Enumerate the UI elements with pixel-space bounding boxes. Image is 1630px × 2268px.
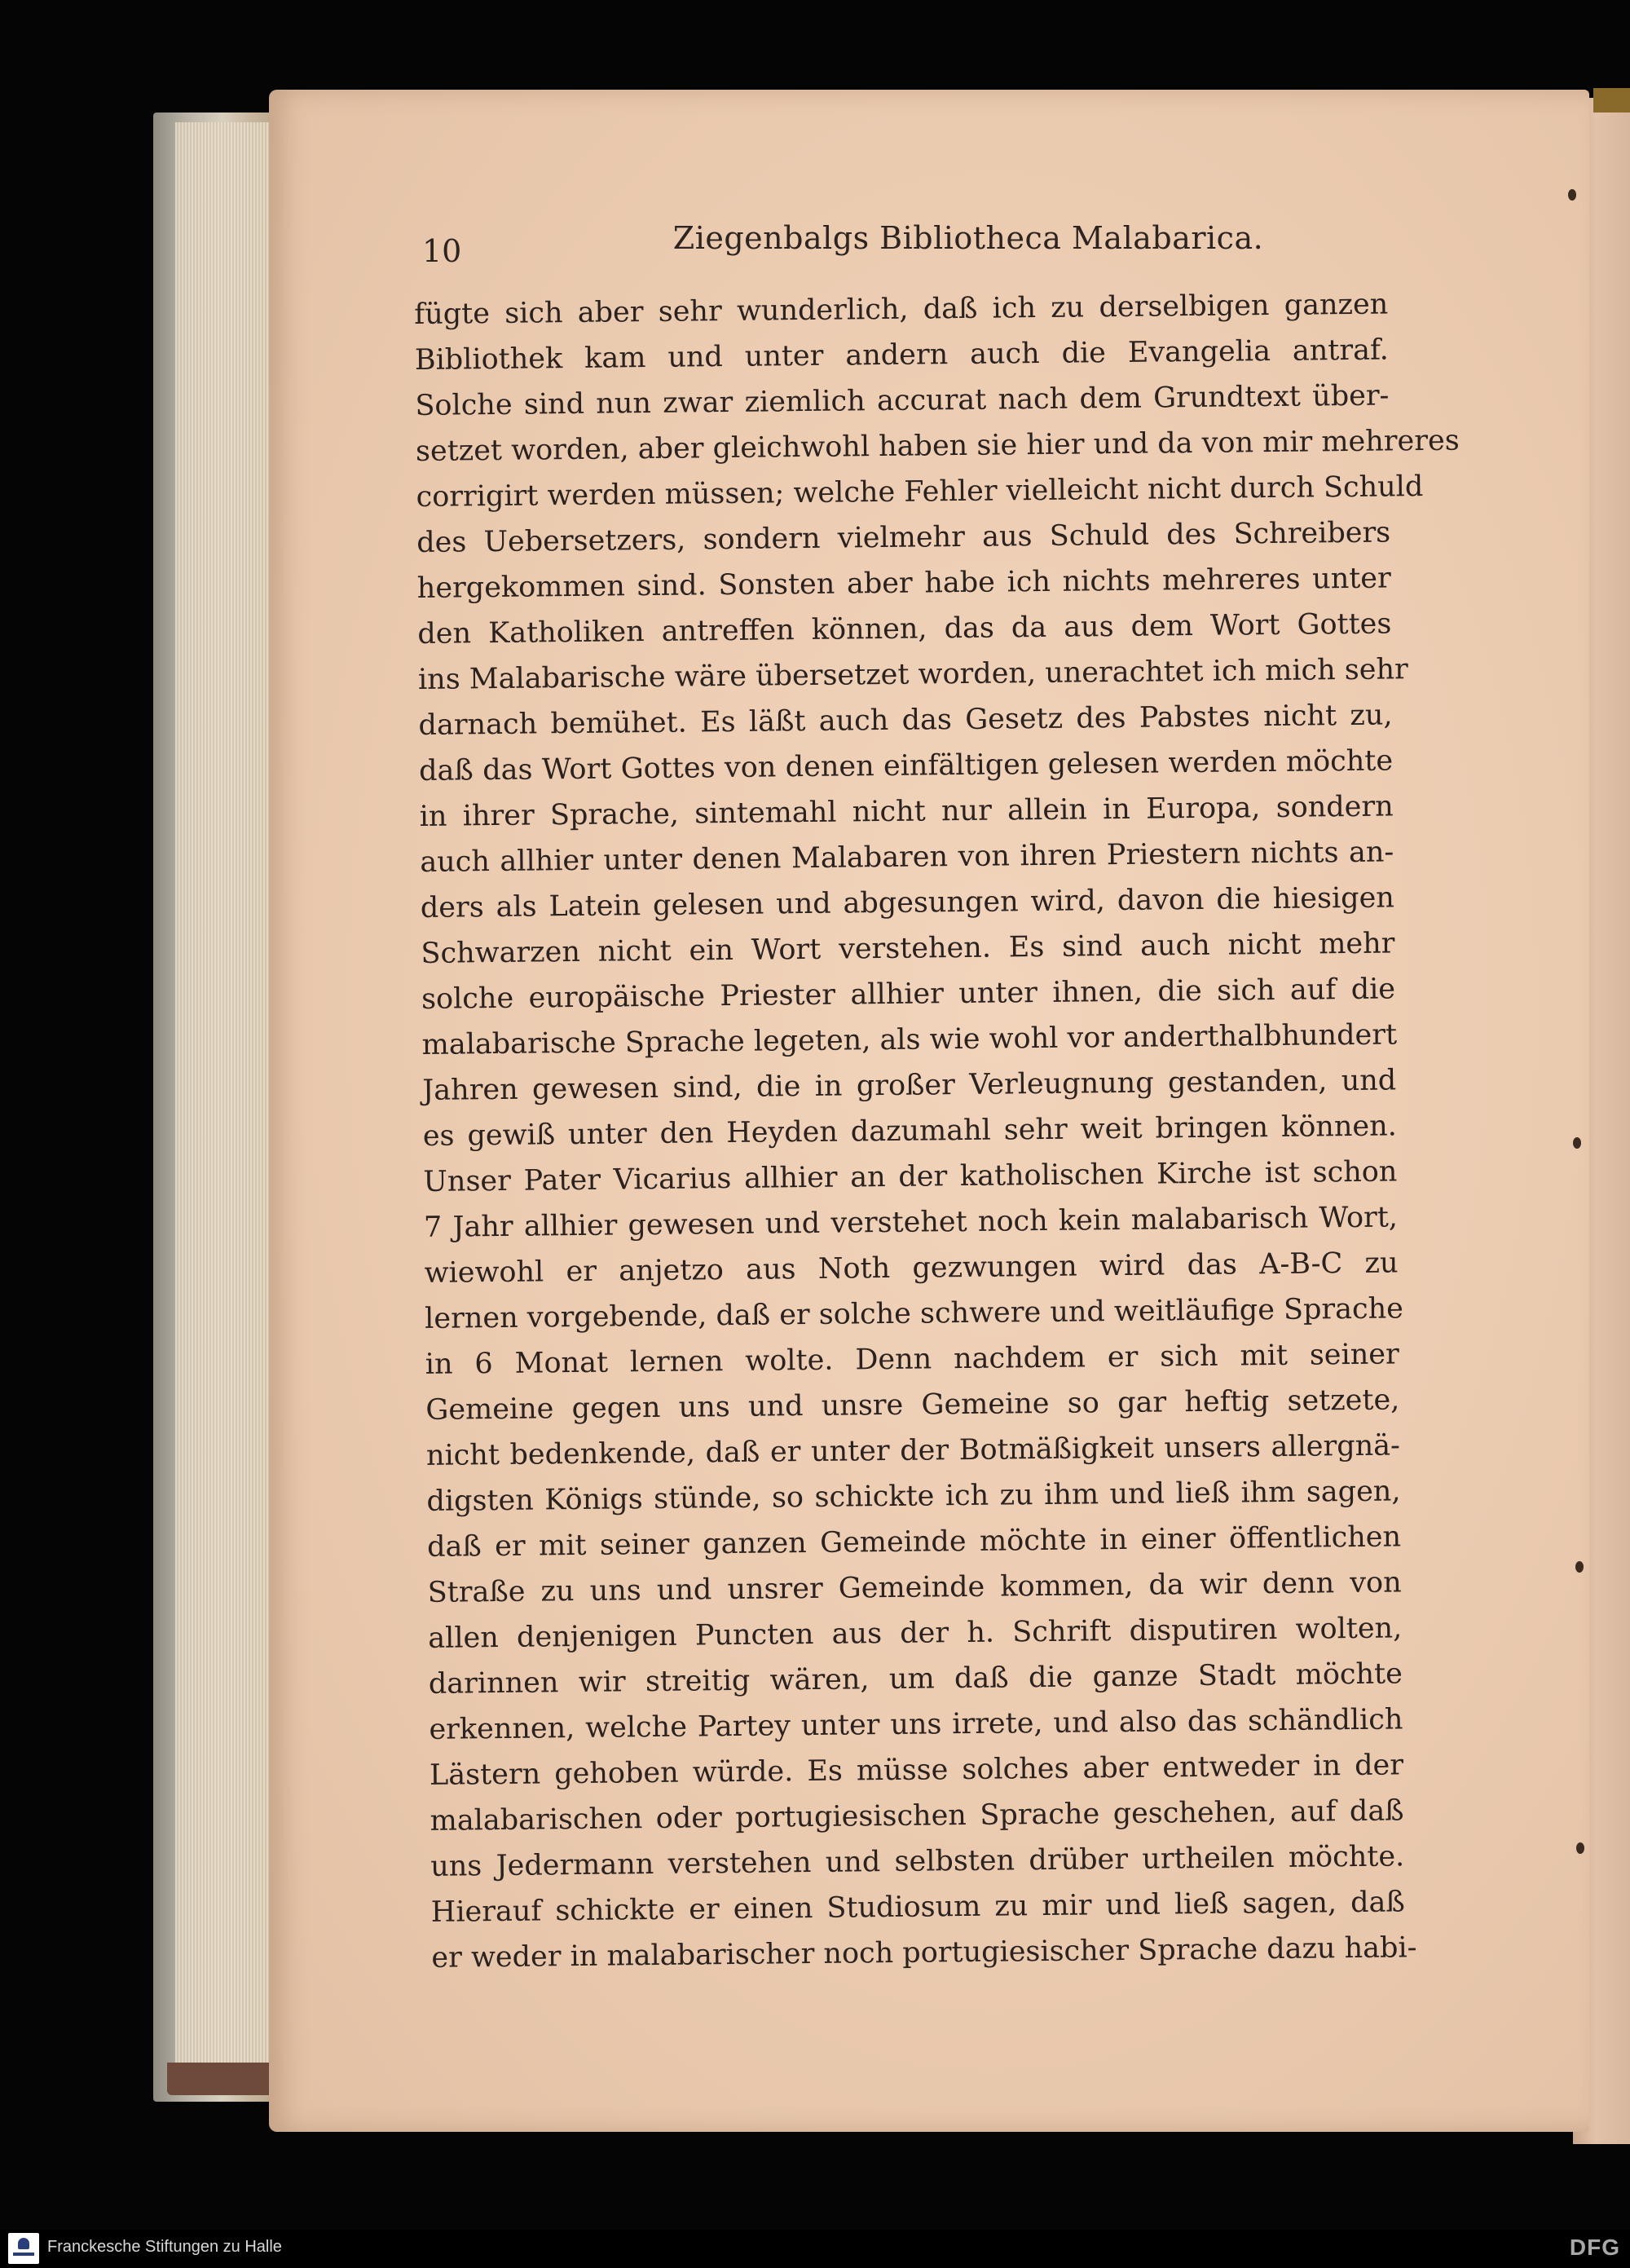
text-line: in 6 Monat lernen wolte. Denn nachdem er sich mit seiner	[425, 1338, 1399, 1381]
binding-hole	[1573, 1137, 1581, 1149]
text-line: allen denjenigen Puncten aus der h. Schrift disputiren wolten,	[428, 1612, 1403, 1655]
text-line: corrigirt werden müssen; welche Fehler vielleicht nicht durch Schuld	[416, 470, 1424, 514]
binding-hole	[1568, 189, 1576, 201]
text-line: uns Jedermann verstehen und selbsten drüber urtheilen möchte.	[430, 1840, 1405, 1883]
page-number: 10	[422, 233, 462, 269]
text-line: es gewiß unter den Heyden dazumahl sehr weit bringen können.	[422, 1110, 1397, 1153]
text-line: erkennen, welche Partey unter uns irrete, und also das schändlich	[429, 1703, 1403, 1746]
text-line: darnach bemühet. Es läßt auch das Gesetz des Pabstes nicht zu,	[418, 699, 1393, 742]
text-line: des Uebersetzers, sondern vielmehr aus Schuld des Schreibers	[416, 516, 1391, 559]
text-line: Straße zu uns und unsrer Gemeinde kommen, da wir denn von	[427, 1566, 1402, 1609]
text-line: setzet worden, aber gleichwohl haben sie hier und da von mir mehreres	[415, 424, 1460, 468]
body-text	[414, 281, 1460, 1980]
text-line: den Katholiken antreffen können, das da aus dem Wort Gottes	[417, 607, 1392, 651]
text-line: darinnen wir streitig wären, um daß die ganze Stadt möchte	[428, 1657, 1403, 1701]
text-line: daß er mit seiner ganzen Gemeinde möchte in einer öffentlichen	[426, 1520, 1402, 1564]
text-line: nicht bedenkende, daß er unter der Botmäßigkeit unsers allergnä-	[425, 1429, 1401, 1472]
text-line: Solche sind nun zwar ziemlich accurat nach dem Grundtext über-	[415, 379, 1390, 422]
text-line: malabarischen oder portugiesischen Sprache geschehen, auf daß	[430, 1794, 1404, 1838]
book-cover-corner	[167, 2063, 281, 2095]
text-line: Gemeine gegen uns und unsre Gemeine so gar heftig setzete,	[425, 1383, 1400, 1427]
text-line: daß das Wort Gottes von denen einfältigen gelesen werden möchte	[418, 744, 1394, 788]
text-line: malabarische Sprache legeten, als wie wohl vor anderthalbhundert	[421, 1018, 1398, 1061]
text-line: Hierauf schickte er einen Studiosum zu mir und ließ sagen, daß	[430, 1886, 1405, 1929]
text-line: lernen vorgebende, daß er solche schwere und weitläufige Sprache	[424, 1292, 1404, 1335]
text-line: wiewohl er anjetzo aus Noth gezwungen wird das A-B-C zu	[424, 1247, 1399, 1290]
running-title: Ziegenbalgs Bibliotheca Malabarica.	[672, 220, 1264, 256]
text-line: auch allhier unter denen Malabaren von ihren Priestern nichts an-	[420, 836, 1394, 879]
text-line: ders als Latein gelesen und abgesungen wird, davon die hiesigen	[420, 881, 1395, 924]
institution-name: Franckesche Stiftungen zu Halle	[47, 2238, 282, 2256]
text-line: ins Malabarische wäre übersetzet worden, unerachtet ich mich sehr	[417, 653, 1408, 696]
text-line: fügte sich aber sehr wunderlich, daß ich zu derselbigen ganzen	[414, 288, 1389, 331]
facing-page-gilt-edge	[1593, 88, 1630, 113]
text-line: Lästern gehoben würde. Es müsse solches aber entweder in der	[429, 1749, 1404, 1792]
text-line: in ihrer Sprache, sintemahl nicht nur allein in Europa, sondern	[419, 790, 1394, 833]
text-line: er weder in malabarischer noch portugiesischer Sprache dazu habi-	[431, 1931, 1417, 1975]
text-line: solche europäische Priester allhier unter ihnen, die sich auf die	[421, 973, 1396, 1016]
dfg-logo: DFG	[1569, 2235, 1620, 2260]
text-line: Schwarzen nicht ein Wort verstehen. Es sind auch nicht mehr	[421, 927, 1395, 970]
text-line: digsten Königs stünde, so schickte ich zu ihm und ließ ihm sagen,	[426, 1475, 1401, 1518]
binding-hole	[1575, 1561, 1584, 1573]
text-line: Unser Pater Vicarius allhier an der katholischen Kirche ist schon	[423, 1155, 1398, 1198]
viewer-footer	[0, 2230, 1630, 2268]
text-line: 7 Jahr allhier gewesen und verstehet noch kein malabarisch Wort,	[423, 1201, 1399, 1244]
text-line: Bibliothek kam und unter andern auch die Evangelia antraf.	[414, 333, 1390, 377]
text-line: Jahren gewesen sind, die in großer Verleugnung gestanden, und	[422, 1064, 1397, 1107]
text-line: hergekommen sind. Sonsten aber habe ich nichts mehreres unter	[416, 562, 1391, 605]
institution-logo-icon	[8, 2233, 39, 2264]
binding-hole	[1576, 1842, 1584, 1854]
book-page-edges-texture	[175, 122, 273, 2087]
book-page	[269, 90, 1589, 2132]
